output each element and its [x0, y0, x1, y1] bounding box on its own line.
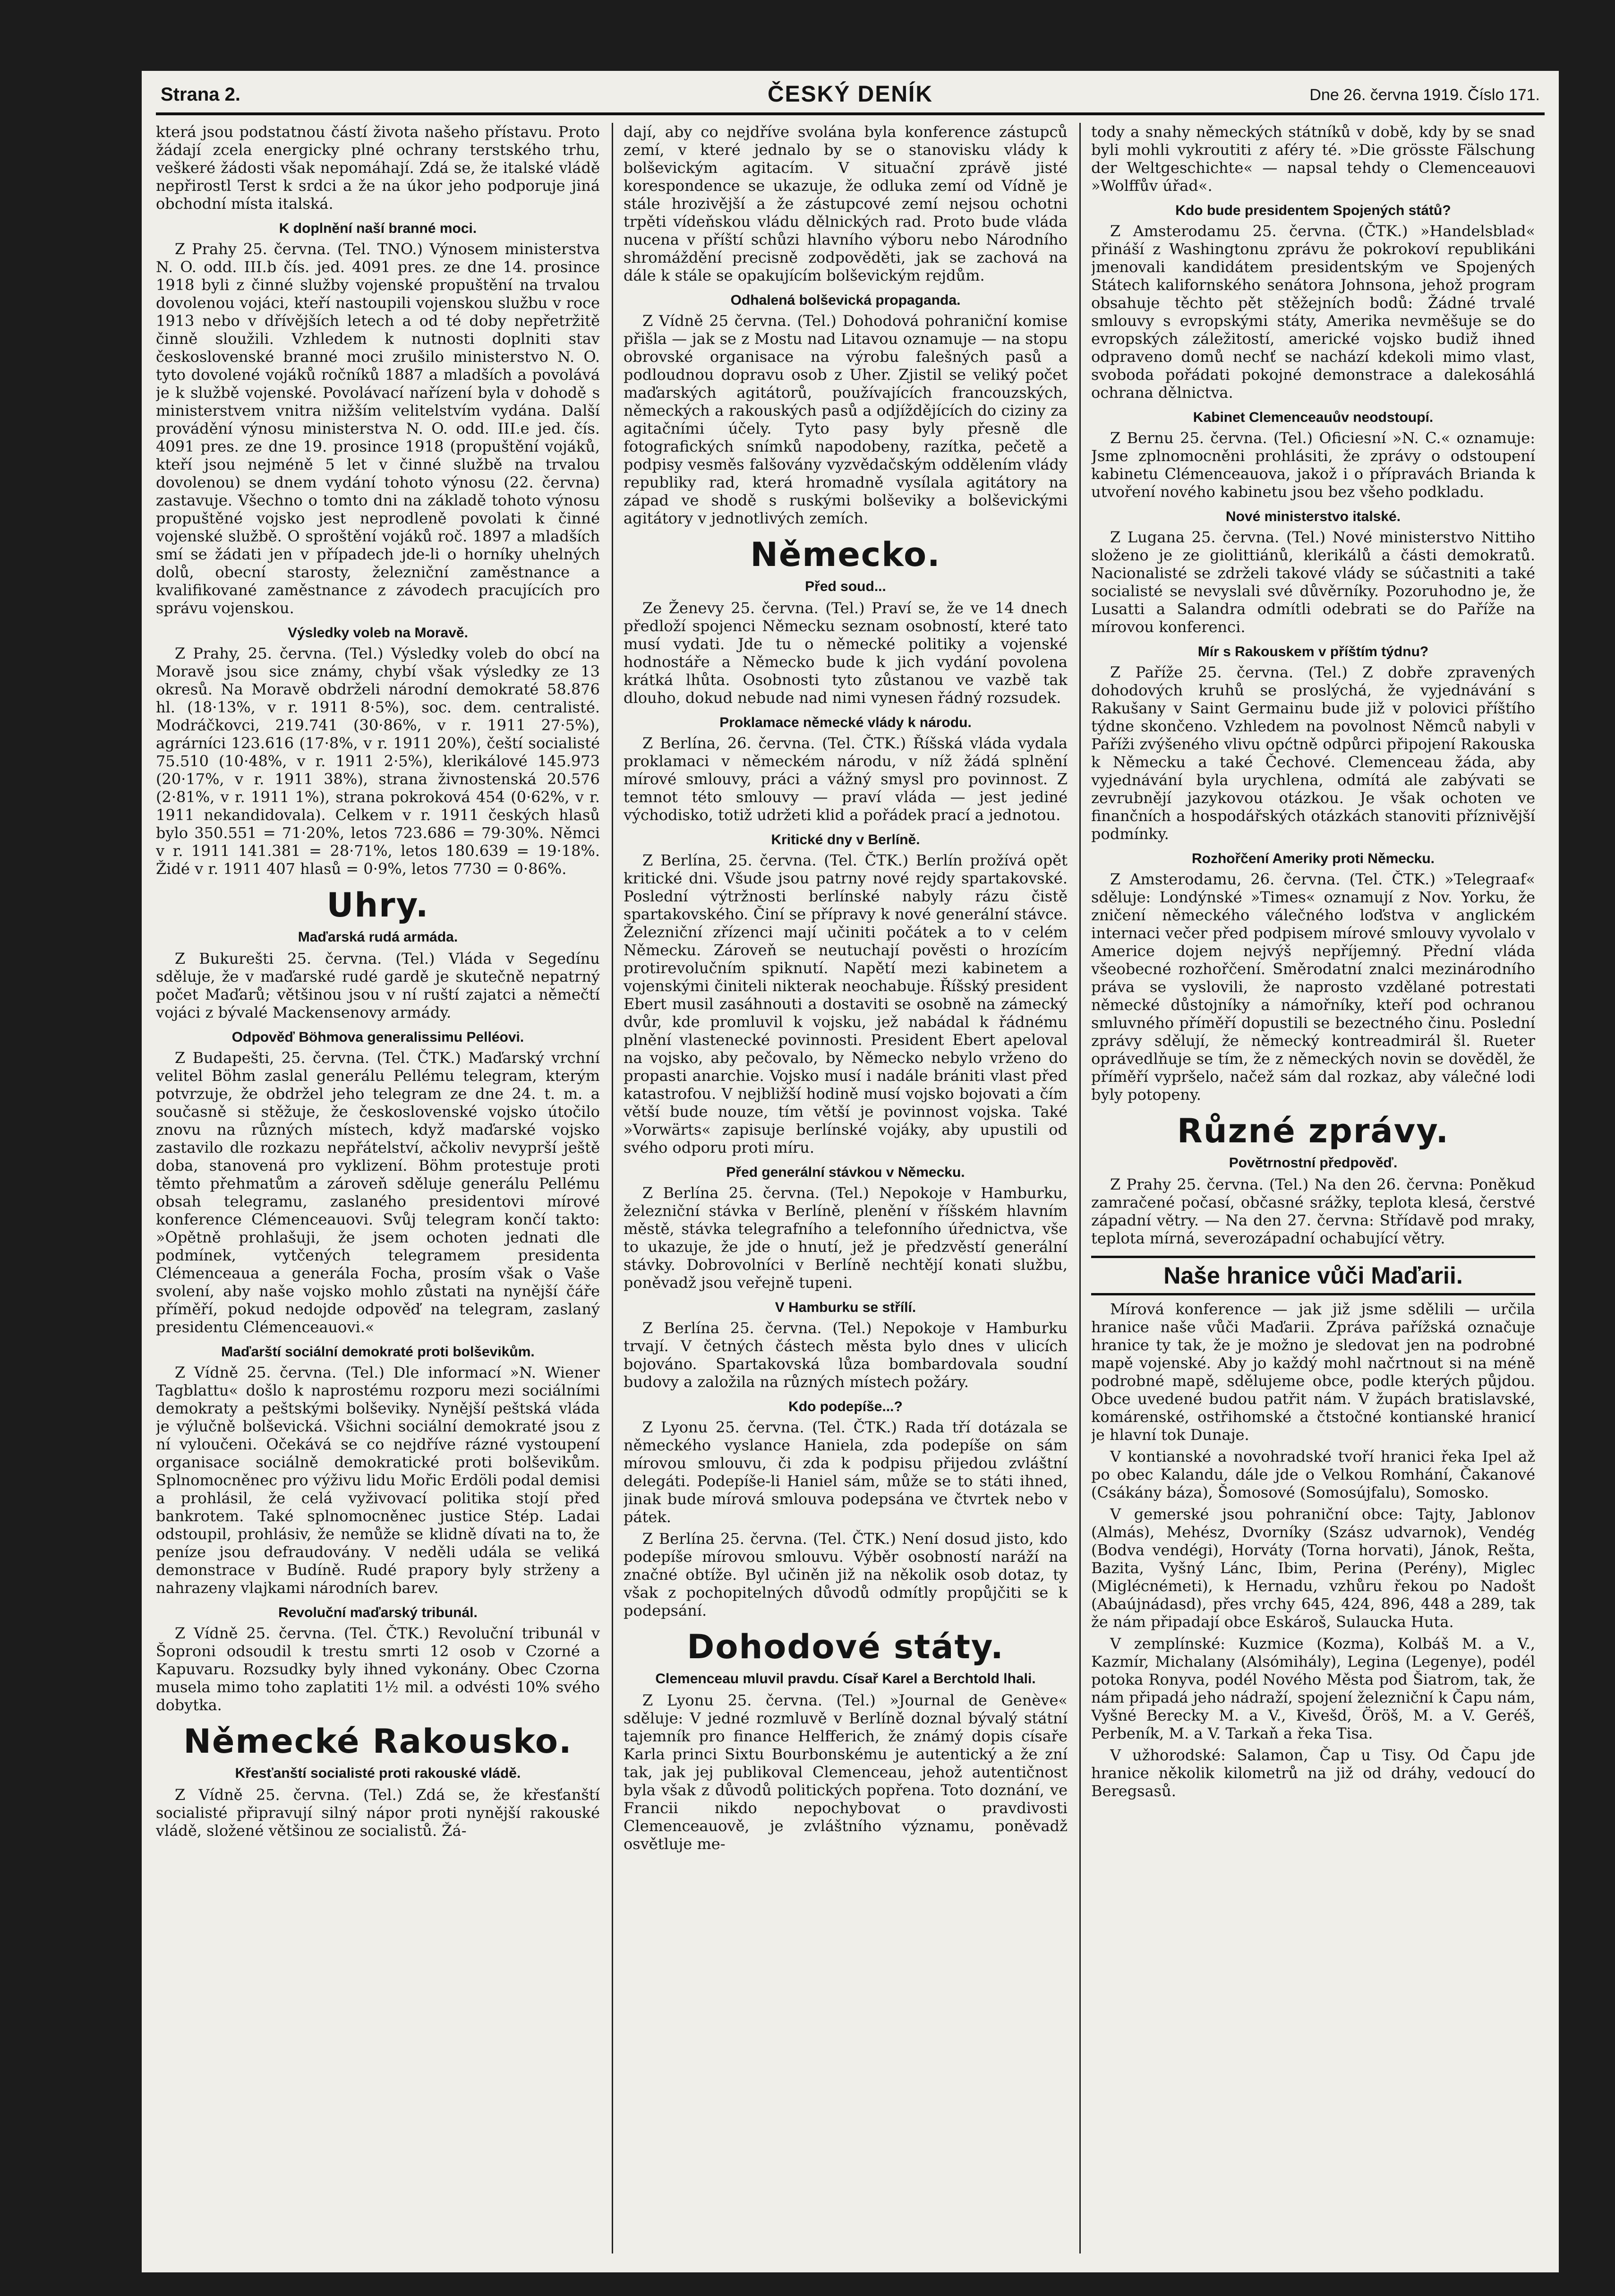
column-1 [156, 123, 600, 2258]
article-text: V kontianské a novohradské tvoří hranici řeka Ipel až po obec Kalandu, dále jde o Velkou Romhání, Čakanové (Csákány báza), Šomosové (Somosújfalu), Somosko. [1091, 1448, 1535, 1501]
column-divider [1079, 123, 1081, 2253]
article-headline: Maďarští sociální demokraté proti bolševikům. [221, 1344, 535, 1360]
article-headline: Kdo podepíše...? [788, 1399, 903, 1414]
section-heading: Německo. [750, 535, 941, 574]
masthead-title: ČESKÝ DENÍK [767, 82, 933, 107]
article-text: která jsou podstatnou částí života našeho přístavu. Proto žádají zcela energicky plné ochrany terstského trhu, veškeré žádosti však nepomáhají. Zdá se, že italské vládě nepřirostl Terst k srdci a že na úkor jeho podporuje jiná obchodní místa italská. [156, 123, 600, 213]
section-heading: Německé Rakousko. [183, 1722, 573, 1761]
article-headline: Proklamace německé vlády k národu. [719, 715, 972, 730]
column-3 [1091, 123, 1535, 2258]
article-headline: Mír s Rakouskem v příštím týdnu? [1197, 644, 1429, 660]
article-headline: Výsledky voleb na Moravě. [288, 625, 468, 641]
article-headline: Rozhořčení Ameriky proti Německu. [1191, 851, 1435, 866]
boxed-headline: Naše hranice vůči Maďarii. [1091, 1256, 1535, 1295]
article-text: Z Vídně 25 června. (Tel.) Dohodová pohraniční komise přišla — jak se z Mostu nad Litavou oznamuje — na stopu obrovské organisace na výrobu falešných pasů a podloudnou dopravu osob z Uher. Zjistil se veliký počet maďarských agitátorů, používajících francouzských, německých a rakouských pasů a odjíždějících do ciziny za agitačními účely. Tyto pasy byly přesně dle fotografických snímků napodobeny, razítka, pečetě a podpisy vesměs falšovány vyzvědačským oddělením vlády republiky rad, která hromadně vysílala agitátory na západ ve shodě s ruskými bolševiky a bolševickými agitátory v jednotlivých zemích. [624, 312, 1068, 527]
newspaper-page [142, 71, 1559, 2272]
article-headline: V Hamburku se střílí. [775, 1300, 916, 1315]
section-heading: Uhry. [326, 886, 429, 925]
article-headline: Nové ministerstvo italské. [1225, 509, 1401, 524]
article-text: Z Vídně 25. června. (Tel. ČTK.) Revoluční tribunál v Šoproni odsoudil k trestu smrti 12 osob v Czorné a Kapuvaru. Rozsudky byly ihned vykonány. Obec Czorna musela mimo toho zaplatiti 1½ mil. a odvésti 10% svého dobytka. [156, 1624, 600, 1714]
article-headline: Před generální stávkou v Německu. [726, 1165, 965, 1180]
article-text: Z Berlína 25. června. (Tel. ČTK.) Není dosud jisto, kdo podepíše mírovou smlouvu. Výběr osobností naráží na značné obtíže. Byl učiněn již na několik osob dotaz, ty však z pochopitelných důvodů odmítly propůjčiti se k podepsání. [624, 1530, 1068, 1619]
article-headline: Odhalená bolševická propaganda. [730, 292, 961, 308]
article-text: Z Budapešti, 25. června. (Tel. ČTK.) Maďarský vrchní velitel Böhm zaslal generálu Pellému telegram, kterým potvrzuje, že obdržel jeho telegram ze dne 24. t. m. a současně si stěžuje, že československé vojsko útočilo znovu na různých místech, když maďarské vojsko zastavilo dle rozkazu nepřátelství, ačkoliv nevyprší ještě doba, stanovená pro vyklizení. Böhm protestuje proti těmto přehmatům a zároveň sděluje generálu Pellému obsah telegramu, zaslaného presidentovi mírové konference Clémenceauovi. Svůj telegram končí takto: »Opětně prohlašuji, že jsem ochoten jednati dle podmínek, vytčených telegramem presidenta Clémenceaua a generála Focha, prosím však o Vaše svolení, aby naše vojsko mohlo zůstati na nynější čáře příměří, pokud nedojde odpověď na telegram, zaslaný presidentu Clémenceauovi.« [156, 1049, 600, 1336]
article-text: tody a snahy německých státníků v době, kdy by se snad byli mohli vykroutiti z aféry té. »Die grösste Fälschung der Weltgeschichte« — napsal tehdy o Clemenceauovi »Wolffův úřad«. [1091, 123, 1535, 195]
article-text: Z Paříže 25. června. (Tel.) Z dobře zpravených dohodových kruhů se proslýchá, že vyjednávání s Rakušany v Saint Germainu bude již v polovici příštího týdne skončeno. Vzhledem na povolnost Němců nabyli v Paříži zvýšeného vlivu općtně odpůrci připojení Rakouska k Německu a také Čechové. Clemenceau žáda, aby vyjednávání byla urychlena, odmítá ale zabývati se zevrubnějí jazykovou otázkou. Je však ochoten ve finančních a hospodářských otázkách stanoviti příznivější podmínky. [1091, 663, 1535, 843]
article-headline: Kritické dny v Berlíně. [771, 832, 920, 848]
article-text: Z Amsterodamu, 26. června. (Tel. ČTK.) »Telegraaf« sděluje: Londýnské »Times« oznamují z Nov. Yorku, že zničení německého válečného loďstva v anglickém internaci večer před podpisem mírové smlouvy vyvolalo v Americe dojem nejvýš nepříjemný. Přední vláda všeobecné rozhořčení. Směrodatní znalci mezinárodního práva se vyslovili, že naprosto vzdělané potrestati německé důstojníky a námořníky, kteří pod ochranou smluvného příměří dopustili se bezectného činu. Poslední zprávy sdělují, že německý kontreadmirál šl. Rueter oprávedlňuje se tím, že z německých novin se dověděl, že příměří vypršelo, načež sám dal rozkaz, aby válečné lodi byly potopeny. [1091, 870, 1535, 1104]
article-text: Z Berlína, 25. června. (Tel. ČTK.) Berlín prožívá opět kritické dni. Všude jsou patrny nové rejdy spartakovské. Poslední výtržnosti berlínské nabyly rázu čistě spartakovského. Činí se přípravy k nové generální stávce. Železniční zřízenci mají učiniti počátek a to v celém Německu. Zároveň se neutuchají pověsti o hrozícím protirevolučním spiknutí. Napětí mezi kabinetem a vojenskými činiteli nikterak neochabuje. Říšský president Ebert musil zasáhnouti a dostaviti se osobně na zámecký dvůr, kde promluvil k vojsku, jež nabádal k řádnému plnění vlastenecké povinnosti. President Ebert apeloval na vojsko, aby pečovalo, by Německo nebylo vrženo do propasti anarchie. Vojsko musí i nadále brániti vlast před katastrofou. V nejbližší hodině musí vojsko bojovati a čím větší bude nouze, tím větší je povinnost vojska. Také »Vorwärts« zapisuje berlínské vojáky, aby upustili od svého odporu proti míru. [624, 851, 1068, 1157]
article-text: Z Prahy 25. června. (Tel. TNO.) Výnosem ministerstva N. O. odd. III.b čís. jed. 4091 pres. ze dne 14. prosince 1918 byli z činné služby vojenské propuštění na trvalou dovolenou vojáci, kteří nastoupili vojenskou službu v roce 1913 nebo v dřívějších letech a od té doby nepřetržitě činně sloužili. Vzhledem k nutnosti doplniti stav československé branné moci zrušilo ministerstvo N. O. tyto dovolené vojáků ročníků 1887 a mladších a povolává je k službě vojenské. Povolávací nařízení byla v dohodě s ministerstvem vnitra nižším velitelstvím vydána. Další provádění výnosu ministerstva N. O. odd. III.e jed. čís. 4091 pres. ze dne 19. prosince 1918 (propuštění vojáků, kteří jsou nejméně 5 let v činné službě na trvalou dovolenou) se dnem vydání tohoto výnosu (22. června) zastavuje. Všechno o tomto dni na základě tohoto výnosu propuštěné vojsko jest neprodleně povolati k činné vojenské službě. O sproštění vojáků roč. 1897 a mladších smí se žádati jen v případech jde-li o horníky uhelných dolů, obecní starosty, železniční zaměstnance a kvalifikované zaměstnance z závodech pracujících pro správu vojenskou. [156, 240, 600, 617]
article-headline: Clemenceau mluvil pravdu. Císař Karel a Berchtold lhali. [655, 1671, 1036, 1687]
article-text: Z Bukurešti 25. června. (Tel.) Vláda v Segedínu sděluje, že v maďarské rudé gardě je skutečně nepatrný počet Maďarů; většinou jsou v ní ruští zajatci a němečtí vojáci z bývalé Mackensenovy armády. [156, 950, 600, 1021]
article-text: Z Berlína, 26. června. (Tel. ČTK.) Říšská vláda vydala proklamaci v německém národu, v níž žádá splnění mírové smlouvy, práci a vážný smysl pro povinnost. Z temnot této smlouvy — praví vláda — jest jediné východisko, totiž udržeti klid a pořádek prací a jednotou. [624, 734, 1068, 824]
issue-date: Dne 26. června 1919. Číslo 171. [1309, 86, 1540, 104]
article-text: Z Lugana 25. června. (Tel.) Nové ministerstvo Nittiho složeno je ze giolittiánů, klerikálů a části demokratů. Nacionalisté se zdrželi takové vlády se súčastniti a také socialisté se nevyslali své důvěrníky. Pozoruhodno je, že Lusatti a Salandra odmítli odebrati se do Paříže na mírovou konferenci. [1091, 528, 1535, 636]
article-text: Z Prahy, 25. června. (Tel.) Výsledky voleb do obcí na Moravě jsou sice známy, chybí však výsledky ze 13 okresů. Na Moravě obdrželi národní demokraté 58.876 hl. (18·13%, v r. 1911 8·5%), soc. dem. centralisté. Modráčkovci, 219.741 (30·86%, v r. 1911 27·5%), agrárníci 123.616 (17·8%, v r. 1911 20%), čeští socialisté 75.510 (10·48%, v r. 1911 2·5%), klerikálové 145.973 (20·17%, v r. 1911 38%), strana živnostenská 20.576 (2·81%, v r. 1911 1%), strana pokroková 454 (0·62%, v r. 1911 nekandidovala). Celkem v r. 1911 českých hlasů bylo 350.551 = 71·20%, letos 723.686 = 79·30%. Němci v r. 1911 141.381 = 28·71%, letos 180.639 = 19·18%. Židé v r. 1911 407 hlasů = 0·9%, letos 7730 = 0·86%. [156, 644, 600, 878]
header-rule [156, 112, 1545, 115]
section-heading: Různé zprávy. [1177, 1112, 1450, 1150]
column-2 [624, 123, 1068, 2258]
article-headline: Křesťanští socialisté proti rakouské vládě. [235, 1765, 521, 1781]
article-headline: K doplnění naší branné moci. [279, 221, 477, 236]
article-headline: Kabinet Clemenceauův neodstoupí. [1193, 410, 1434, 425]
article-text: V užhorodské: Salamon, Čap u Tisy. Od Čapu jde hranice několik kilometrů na již od dráhy, vedoucí do Beregsasů. [1091, 1746, 1535, 1800]
article-text: dají, aby co nejdříve svolána byla konference zástupců zemí, v které jednalo by se o stanovisku vlády k bolševickým agitacím. V situační zprávě jisté korespondence se ukazuje, že odluka zemí od Vídně je stále hrozivější a že zástupcové zemí nejsou ochotni trpěti vídeňskou vládu dělnických rad. Proto bude vláda nucena v příští schůzi hlavního výboru nebo Národního shromáždění precisně zodpověděti, jak se zachová na dále k stále se opakujícím bolševickým rejdům. [624, 123, 1068, 284]
section-heading: Dohodové státy. [687, 1628, 1004, 1666]
page-number: Strana 2. [161, 84, 240, 105]
article-text: Z Amsterodamu 25. června. (ČTK.) »Handelsblad« přináší z Washingtonu zprávu že pokrokoví republikáni jmenovali kandidátem presidentským ve Spojených Státech kalifornského senátora Johnsona, jehož program obsahuje těchto pět stěžejních bodů: Žádné trvalé smlouvy s evropskými státy, Amerika nevměšuje se do evropských záležitostí, americké vojsko budiž ihned odpraveno domů nechť se nachází kdekoli mimo vlast, svoboda pořádati pokojné demonstrace a dalekosáhlá ochrana dělnictva. [1091, 222, 1535, 402]
article-text: Z Berlína 25. června. (Tel.) Nepokoje v Hamburku trvají. V četných částech města bylo dnes v ulicích bojováno. Spartakovská lůza bombardovala soudní budovy a založila na různých místech požáry. [624, 1319, 1068, 1391]
article-text: V zemplínské: Kuzmice (Kozma), Kolbáš M. a V., Kazmír, Michalany (Alsómihály), Legina (Legenye), podél potoka Ronyva, podél Nového Města pod Šiatrom, tak, že nám připadá jeho nádraží, spojení železniční k Čapu nám, Vyšné Berecky M. a V., Kivešd, Öröš, M. a V. Geréš, Perbeník, M. a V. Tarkaň a řeka Tisa. [1091, 1635, 1535, 1742]
article-text: Z Lyonu 25. června. (Tel.) »Journal de Genève« sděluje: V jedné rozmluvě v Berlíně doznal bývalý státní tajemník pro finance Helfferich, že známý dopis císaře Karla princi Sixtu Bourbonskému je autentický a že zní tak, jak jej publikoval Clemenceau, jehož autentičnost byla však z důvodů politických popřena. Toto doznání, ve Francii nikdo nepochybovat o pravdivosti Clemenceauově, je zvláštního významu, poněvadž osvětluje me- [624, 1691, 1068, 1853]
article-headline: Povětrnostní předpověď. [1229, 1155, 1398, 1171]
article-text: V gemerské jsou pohraniční obce: Tajty, Jablonov (Almás), Mehész, Dvorníky (Szász udvarnok), Vendég (Bodva vendégi), Horváty (Torna horvati), Jánok, Rešta, Bazita, Vyšný Lánc, Ibim, Perina (Perény), Miglec (Miglécnémeti), k Hernadu, vzhůru řekou po Nadošt (Abaújnádasd), přes vrchy 645, 424, 896, 448 a 289, tak že nám připadají obce Eskároš, Sulaucka Huta. [1091, 1505, 1535, 1631]
article-text: Z Bernu 25. června. (Tel.) Oficiesní »N. C.« oznamuje: Jsme zplnomocněni prohlásiti, že zprávy o odstoupení kabinetu Clémenceauova, jakož i o přípravách Brianda k utvoření nového kabinetu jsou bez všeho podkladu. [1091, 429, 1535, 501]
column-divider [612, 123, 613, 2253]
article-text: Ze Ženevy 25. června. (Tel.) Praví se, že ve 14 dnech předloží spojenci Německu seznam osobností, které tato musí vydati. Jde tu o německé politiky a vojenské hodnostáře a Německo bude k jich vydání povolena krátká lhůta. Osobnosti tyto zůstanou ve vazbě tak dlouho, dokud nebude nad nimi vynesen řádný rozsudek. [624, 599, 1068, 707]
article-text: Z Lyonu 25. června. (Tel. ČTK.) Rada tří dotázala se německého vyslance Haniela, zda podepíše on sám mírovou smlouvu, či zda k podpisu přijedou zvláštní delegáti. Podepíše-li Haniel sám, může se to státi ihned, jinak bude mírová smlouva podepsána ve čtvrtek nebo v pátek. [624, 1418, 1068, 1526]
article-text: Z Vídně 25. června. (Tel.) Zdá se, že křesťanští socialisté připravují silný nápor proti nynější rakouské vládě, složené většinou ze socialistů. Žá- [156, 1786, 600, 1840]
article-headline: Odpověď Böhmova generalissimu Pelléovi. [231, 1029, 524, 1045]
article-text: Z Berlína 25. června. (Tel.) Nepokoje v Hamburku, železniční stávka v Berlíně, plenění v říšském hlavním městě, stávka telegrafního a telefonního úřednictva, vše to ukazuje, že jde o hnutí, jež je předzvěstí generální stávky. Dobrovolníci v Berlíně nechtějí konati službu, poněvadž jsou veřejně tupeni. [624, 1184, 1068, 1292]
article-text: Mírová konference — jak již jsme sdělili — určila hranice naše vůči Maďarii. Zpráva pařížská označuje hranice ty tak, že je možno je sledovat jen na podrobné mapě vojenské. Aby jo každý mohl načrtnout si na méně podrobné mapě, sdělujeme obce, podle kterých půjdou. Obce uvedené budou patřit nám. V župách bratislavské, komárenské, ostřihomské a čtstočné kontianské hranicí je hlavní tok Dunaje. [1091, 1300, 1535, 1444]
page-header [161, 81, 1540, 110]
article-headline: Revoluční maďarský tribunál. [278, 1605, 478, 1620]
article-headline: Před soud... [805, 579, 886, 594]
article-headline: Kdo bude presidentem Spojených států? [1175, 203, 1451, 218]
article-text: Z Vídně 25. června. (Tel.) Dle informací »N. Wiener Tagblattu« došlo k naprostému rozporu mezi sociálními demokraty a peštskými bolševiky. Nynější peštská vláda je výlučně bolševická. Všichni sociální demokraté jsou z ní vyloučeni. Očekává se co nejdříve rázné vystoupení organisace sociálně demokratické proti bolševikům. Splnomocněnec pro výživu lidu Mořic Erdöli podal demisi a prohlásil, že celá vyživovací politika stojí před bankrotem. Také splnomocněnec justice Stép. Ladai odstoupil, prohlásiv, že nemůže se klidně dívati na to, že peníze jsou defraudovány. V neděli udála se veliká demonstrace v Budíně. Rudé prapory byly strženy a nahrazeny vlajkami národních barev. [156, 1363, 600, 1597]
article-headline: Maďarská rudá armáda. [298, 929, 458, 945]
article-text: Z Prahy 25. června. (Tel.) Na den 26. června: Poněkud zamračené počasí, občasné srážky, teplota klesá, čerstvé západní větry. — Na den 27. června: Střídavě pod mraky, teplota mírná, severozápadní ochabující větry. [1091, 1175, 1535, 1247]
